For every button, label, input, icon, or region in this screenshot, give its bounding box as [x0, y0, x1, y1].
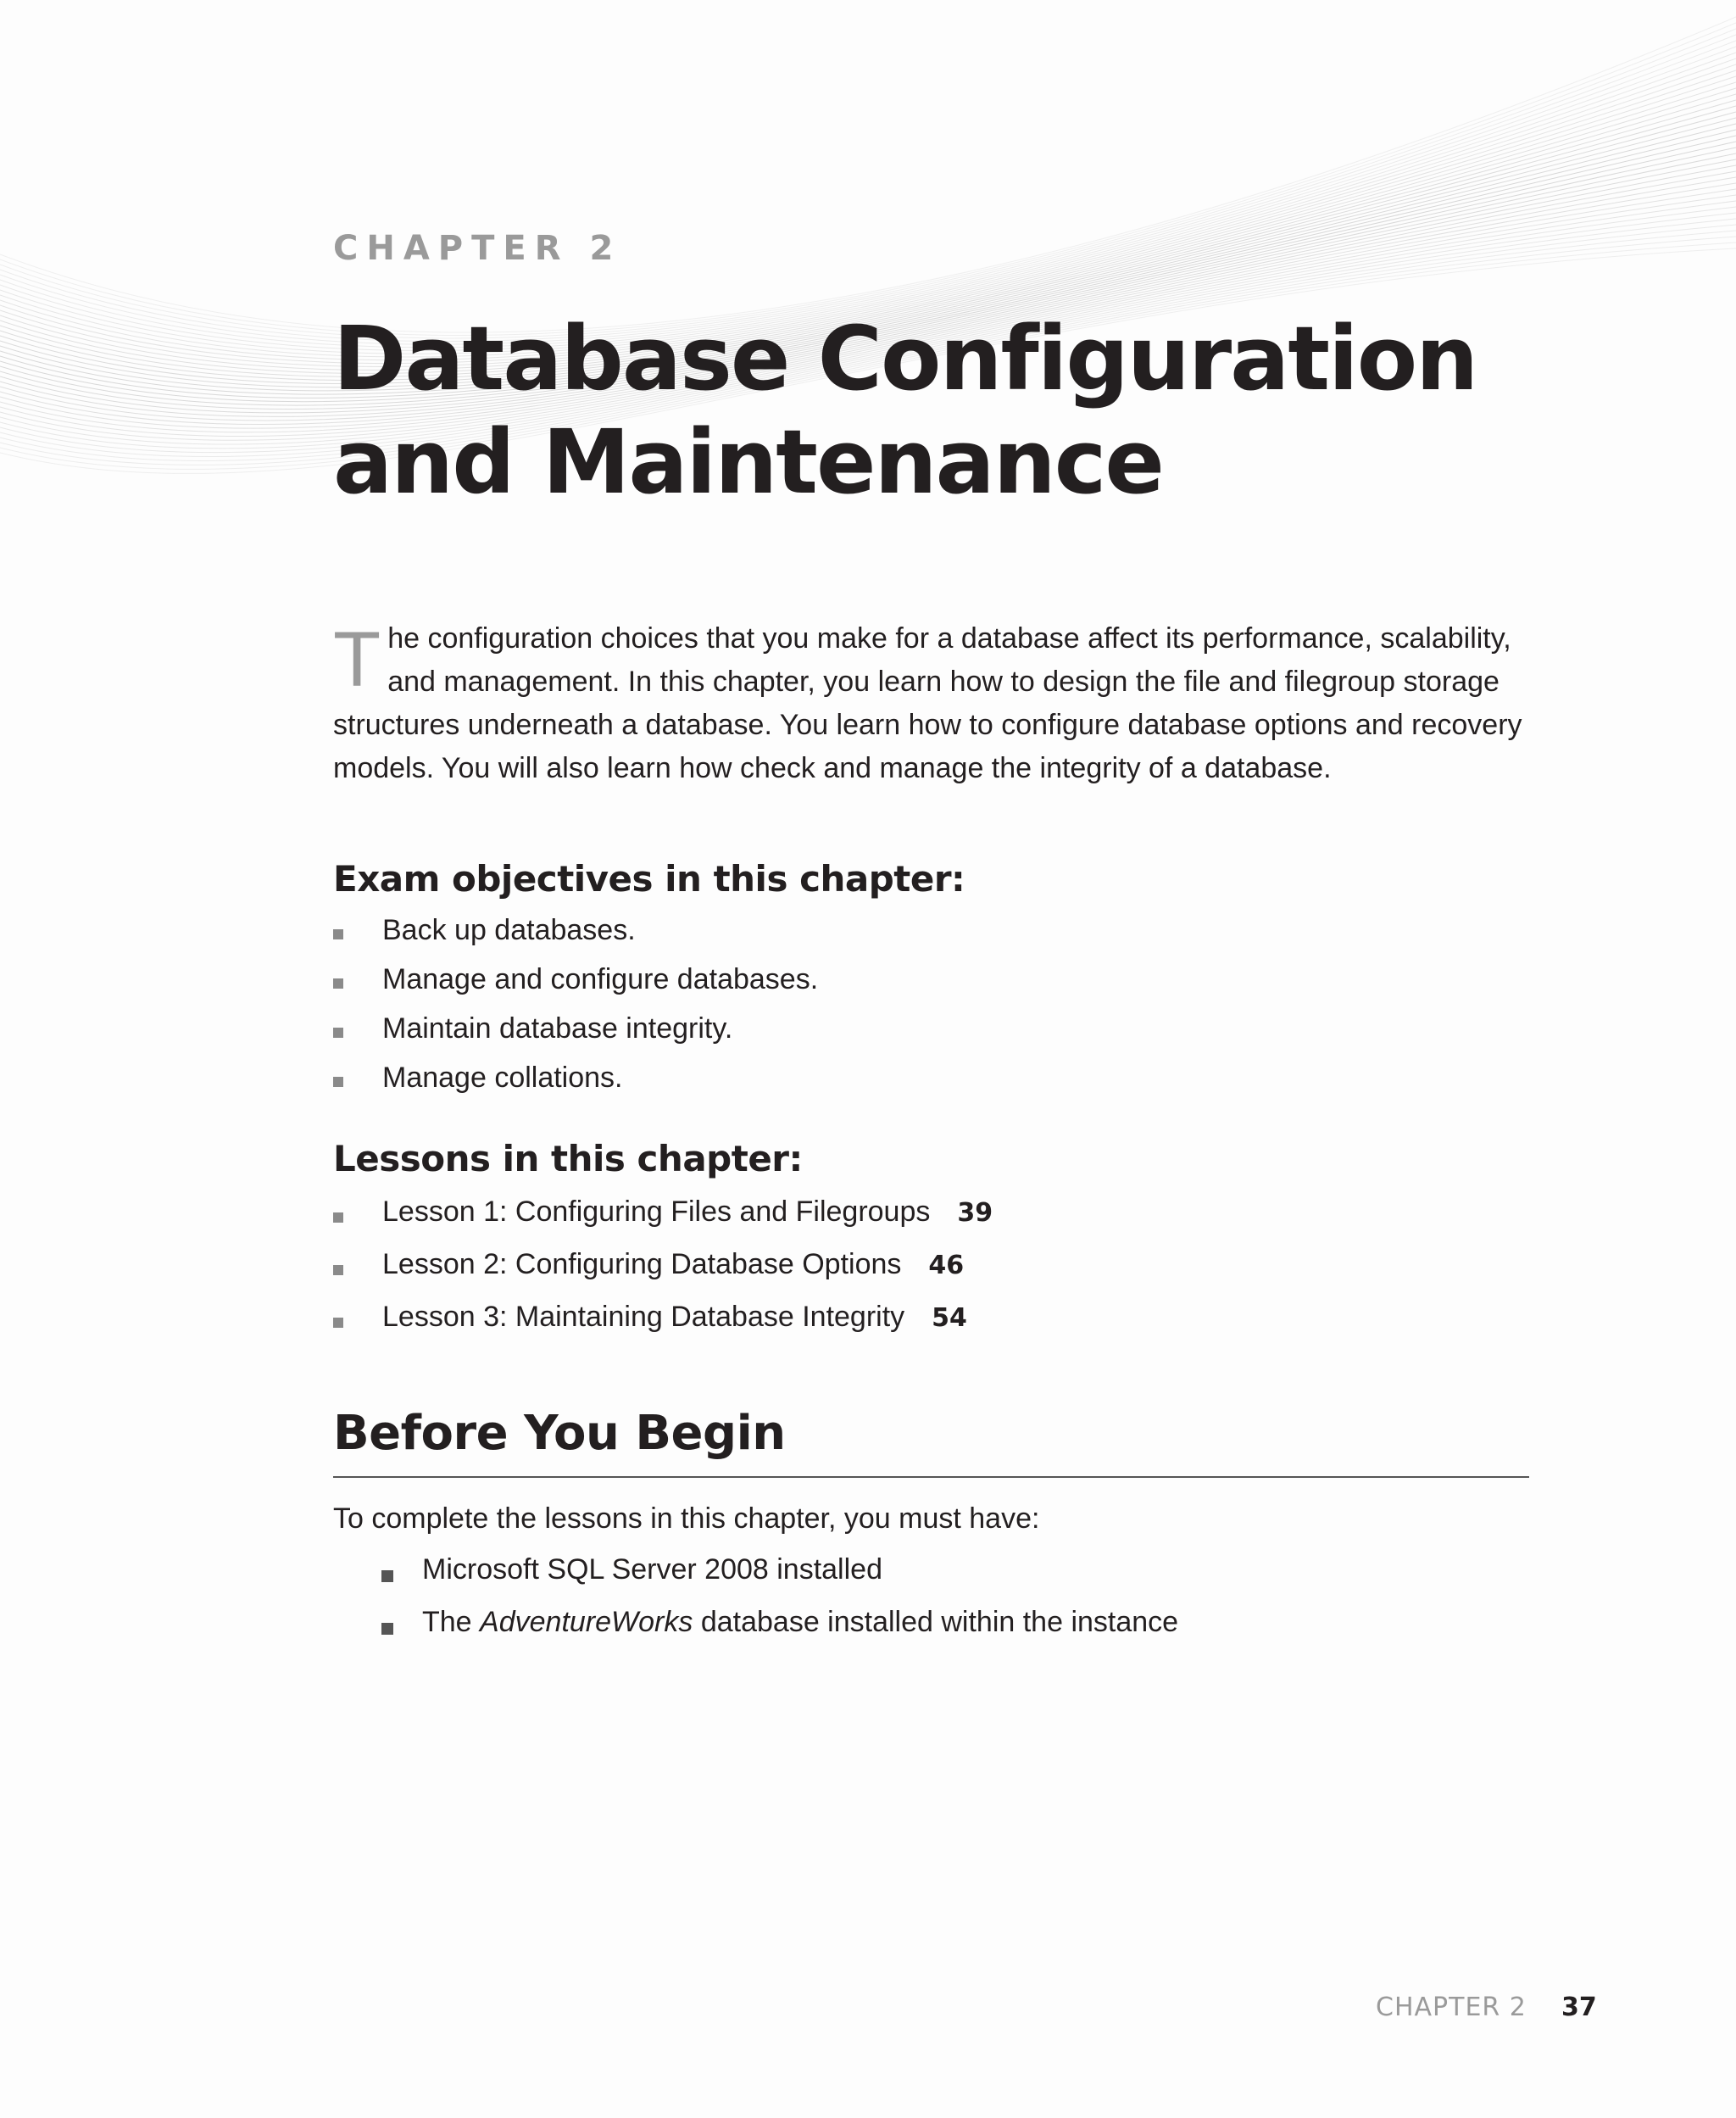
- lesson-title: Lesson 2: Configuring Database Options: [382, 1248, 902, 1280]
- prerequisite-suffix: database installed within the instance: [693, 1606, 1179, 1638]
- square-bullet-icon: [333, 1265, 343, 1275]
- square-bullet-icon: [381, 1623, 393, 1635]
- exam-objectives-heading: Exam objectives in this chapter:: [333, 858, 965, 900]
- chapter-title: [333, 307, 1605, 514]
- square-bullet-icon: [333, 929, 343, 939]
- intro-paragraph: [333, 617, 1537, 790]
- intro-text: he configuration choices that you make for a database affect its performance, scalability, and management. In this chapter, you learn how to design the file and filegroup storage structures underneath a database. You learn how to configure database options and recovery models. You will also learn how check and manage the integrity of a database.: [333, 622, 1522, 784]
- objective-text: Manage collations.: [382, 1062, 623, 1094]
- chapter-label: CHAPTER 2: [333, 229, 622, 268]
- swoosh-line: [0, 35, 1736, 342]
- square-bullet-icon: [333, 1318, 343, 1328]
- square-bullet-icon: [333, 1028, 343, 1038]
- lesson-page-ref: 46: [928, 1251, 965, 1280]
- before-you-begin-heading: Before You Begin: [333, 1406, 786, 1461]
- section-divider: [333, 1476, 1529, 1478]
- swoosh-line: [0, 53, 1736, 351]
- square-bullet-icon: [333, 1077, 343, 1087]
- swoosh-line: [0, 41, 1736, 344]
- objective-text: Manage and configure databases.: [382, 963, 819, 995]
- lesson-page-ref: 39: [957, 1198, 993, 1228]
- chapter-title-line-1: Database Configuration: [333, 307, 1477, 410]
- objective-text: Back up databases.: [382, 914, 636, 946]
- swoosh-line: [0, 23, 1736, 336]
- prerequisite-prefix: The: [422, 1606, 481, 1638]
- swoosh-line: [0, 29, 1736, 338]
- lesson-title: Lesson 1: Configuring Files and Filegroups: [382, 1196, 931, 1228]
- database-name: AdventureWorks: [480, 1606, 693, 1638]
- footer-page-number: 37: [1561, 1993, 1597, 2022]
- square-bullet-icon: [333, 1212, 343, 1223]
- lesson-title: Lesson 3: Maintaining Database Integrity: [382, 1301, 905, 1333]
- prerequisite-text: Microsoft SQL Server 2008 installed: [422, 1553, 882, 1586]
- swoosh-line: [0, 17, 1736, 332]
- footer-chapter-label: CHAPTER 2: [1376, 1993, 1527, 2022]
- lessons-heading: Lessons in this chapter:: [333, 1138, 803, 1179]
- chapter-title-line-2: and Maintenance: [333, 410, 1163, 514]
- swoosh-line: [0, 47, 1736, 348]
- square-bullet-icon: [333, 978, 343, 989]
- prerequisite-text: [422, 1606, 1178, 1639]
- drop-cap: T: [333, 616, 381, 703]
- prerequisites-intro: To complete the lessons in this chapter, you must have:: [333, 1502, 1040, 1535]
- square-bullet-icon: [381, 1570, 393, 1582]
- objective-text: Maintain database integrity.: [382, 1012, 733, 1045]
- lesson-page-ref: 54: [932, 1303, 967, 1333]
